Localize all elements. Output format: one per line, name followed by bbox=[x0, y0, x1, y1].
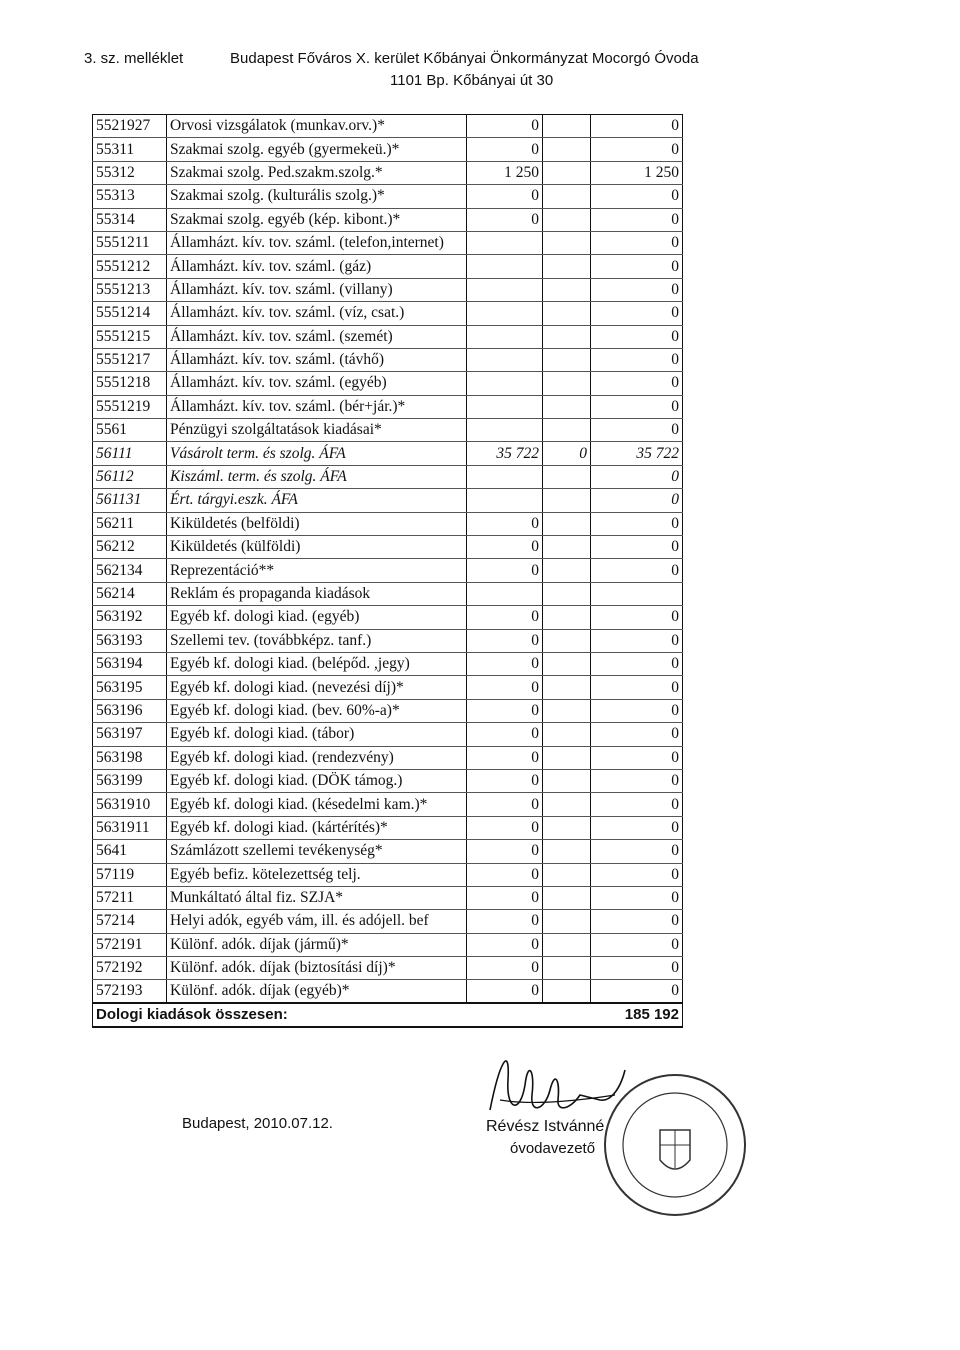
value-2 bbox=[543, 559, 591, 582]
account-code: 563193 bbox=[93, 629, 167, 652]
value-total: 0 bbox=[591, 138, 683, 161]
value-total: 0 bbox=[591, 231, 683, 254]
account-code: 56112 bbox=[93, 465, 167, 488]
table-row bbox=[93, 489, 683, 512]
table-row bbox=[93, 606, 683, 629]
value-2 bbox=[543, 840, 591, 863]
value-1 bbox=[467, 302, 543, 325]
table-row bbox=[93, 302, 683, 325]
item-name: Államházt. kív. tov. száml. (villany) bbox=[167, 278, 467, 301]
value-1: 35 722 bbox=[467, 442, 543, 465]
value-1 bbox=[467, 582, 543, 605]
value-2 bbox=[543, 278, 591, 301]
item-name: Államházt. kív. tov. száml. (távhő) bbox=[167, 348, 467, 371]
value-total: 0 bbox=[591, 302, 683, 325]
item-name: Szakmai szolg. (kulturális szolg.)* bbox=[167, 185, 467, 208]
item-name: Egyéb kf. dologi kiad. (rendezvény) bbox=[167, 746, 467, 769]
value-2 bbox=[543, 629, 591, 652]
item-name: Államházt. kív. tov. száml. (gáz) bbox=[167, 255, 467, 278]
value-total: 35 722 bbox=[591, 442, 683, 465]
table-row bbox=[93, 442, 683, 465]
account-code: 57119 bbox=[93, 863, 167, 886]
value-1: 0 bbox=[467, 559, 543, 582]
value-1: 0 bbox=[467, 115, 543, 138]
value-2 bbox=[543, 231, 591, 254]
item-name: Egyéb kf. dologi kiad. (nevezési díj)* bbox=[167, 676, 467, 699]
item-name: Egyéb kf. dologi kiad. (egyéb) bbox=[167, 606, 467, 629]
official-stamp bbox=[600, 1060, 750, 1230]
account-code: 55313 bbox=[93, 185, 167, 208]
value-total: 0 bbox=[591, 980, 683, 1004]
value-2 bbox=[543, 746, 591, 769]
value-total: 0 bbox=[591, 957, 683, 980]
account-code: 57214 bbox=[93, 910, 167, 933]
account-code: 55312 bbox=[93, 161, 167, 184]
account-code: 5631910 bbox=[93, 793, 167, 816]
table-row bbox=[93, 676, 683, 699]
value-total: 0 bbox=[591, 910, 683, 933]
table-row bbox=[93, 161, 683, 184]
value-total: 0 bbox=[591, 395, 683, 418]
value-2 bbox=[543, 793, 591, 816]
value-total: 0 bbox=[591, 886, 683, 909]
value-2 bbox=[543, 863, 591, 886]
value-2 bbox=[543, 161, 591, 184]
value-total: 0 bbox=[591, 372, 683, 395]
value-total: 0 bbox=[591, 863, 683, 886]
value-1: 0 bbox=[467, 629, 543, 652]
value-2 bbox=[543, 372, 591, 395]
value-1: 0 bbox=[467, 606, 543, 629]
item-name: Reprezentáció** bbox=[167, 559, 467, 582]
value-2 bbox=[543, 910, 591, 933]
table-row bbox=[93, 957, 683, 980]
value-2 bbox=[543, 816, 591, 839]
table-row bbox=[93, 629, 683, 652]
value-1: 0 bbox=[467, 652, 543, 675]
account-code: 55311 bbox=[93, 138, 167, 161]
total-label: Dologi kiadások összesen: bbox=[93, 1003, 467, 1027]
table-row bbox=[93, 512, 683, 535]
account-code: 561131 bbox=[93, 489, 167, 512]
value-2 bbox=[543, 980, 591, 1004]
value-1 bbox=[467, 255, 543, 278]
item-name: Kiküldetés (belföldi) bbox=[167, 512, 467, 535]
value-2 bbox=[543, 886, 591, 909]
institution-name: Budapest Főváros X. kerület Kőbányai Önkormányzat Mocorgó Óvoda bbox=[230, 50, 699, 67]
table-row bbox=[93, 910, 683, 933]
value-2 bbox=[543, 769, 591, 792]
item-name: Helyi adók, egyéb vám, ill. és adójell. bef bbox=[167, 910, 467, 933]
expense-table bbox=[92, 114, 683, 1028]
account-code: 5631911 bbox=[93, 816, 167, 839]
item-name: Különf. adók. díjak (biztosítási díj)* bbox=[167, 957, 467, 980]
value-2 bbox=[543, 348, 591, 371]
item-name: Államházt. kív. tov. száml. (víz, csat.) bbox=[167, 302, 467, 325]
account-code: 5551217 bbox=[93, 348, 167, 371]
value-total: 0 bbox=[591, 793, 683, 816]
value-1: 0 bbox=[467, 512, 543, 535]
value-1: 0 bbox=[467, 208, 543, 231]
table-row bbox=[93, 395, 683, 418]
value-2 bbox=[543, 676, 591, 699]
value-total: 0 bbox=[591, 652, 683, 675]
value-2 bbox=[543, 302, 591, 325]
value-total: 0 bbox=[591, 746, 683, 769]
table-row bbox=[93, 769, 683, 792]
value-total: 0 bbox=[591, 933, 683, 956]
value-2 bbox=[543, 957, 591, 980]
value-1: 0 bbox=[467, 957, 543, 980]
value-1: 0 bbox=[467, 769, 543, 792]
account-code: 5551218 bbox=[93, 372, 167, 395]
item-name: Egyéb kf. dologi kiad. (késedelmi kam.)* bbox=[167, 793, 467, 816]
item-name: Kiszáml. term. és szolg. ÁFA bbox=[167, 465, 467, 488]
value-1 bbox=[467, 372, 543, 395]
value-1: 0 bbox=[467, 886, 543, 909]
value-2 bbox=[543, 419, 591, 442]
account-code: 5521927 bbox=[93, 115, 167, 138]
item-name: Reklám és propaganda kiadások bbox=[167, 582, 467, 605]
value-1: 0 bbox=[467, 699, 543, 722]
value-2 bbox=[543, 325, 591, 348]
account-code: 563196 bbox=[93, 699, 167, 722]
item-name: Szakmai szolg. egyéb (gyermekeü.)* bbox=[167, 138, 467, 161]
account-code: 57211 bbox=[93, 886, 167, 909]
table-row bbox=[93, 980, 683, 1004]
value-total: 0 bbox=[591, 278, 683, 301]
value-1: 0 bbox=[467, 910, 543, 933]
value-total: 0 bbox=[591, 629, 683, 652]
value-2 bbox=[543, 395, 591, 418]
table-row bbox=[93, 536, 683, 559]
value-2 bbox=[543, 582, 591, 605]
table-row bbox=[93, 746, 683, 769]
value-1 bbox=[467, 465, 543, 488]
value-1 bbox=[467, 419, 543, 442]
value-1: 0 bbox=[467, 933, 543, 956]
account-code: 56214 bbox=[93, 582, 167, 605]
signer-name: Révész Istvánné bbox=[486, 1118, 605, 1135]
account-code: 563192 bbox=[93, 606, 167, 629]
item-name: Vásárolt term. és szolg. ÁFA bbox=[167, 442, 467, 465]
value-2 bbox=[543, 255, 591, 278]
signer-role: óvodavezető bbox=[510, 1140, 596, 1157]
item-name: Számlázott szellemi tevékenység* bbox=[167, 840, 467, 863]
value-total: 0 bbox=[591, 606, 683, 629]
item-name: Szakmai szolg. egyéb (kép. kibont.)* bbox=[167, 208, 467, 231]
account-code: 5551213 bbox=[93, 278, 167, 301]
item-name: Államházt. kív. tov. száml. (egyéb) bbox=[167, 372, 467, 395]
value-1: 0 bbox=[467, 536, 543, 559]
account-code: 572192 bbox=[93, 957, 167, 980]
value-total: 1 250 bbox=[591, 161, 683, 184]
institution-address: 1101 Bp. Kőbányai út 30 bbox=[390, 72, 554, 89]
value-total: 0 bbox=[591, 676, 683, 699]
account-code: 563195 bbox=[93, 676, 167, 699]
attachment-label: 3. sz. melléklet bbox=[84, 50, 184, 67]
table-row bbox=[93, 325, 683, 348]
table-row bbox=[93, 419, 683, 442]
value-1: 0 bbox=[467, 816, 543, 839]
value-1: 0 bbox=[467, 746, 543, 769]
value-1 bbox=[467, 325, 543, 348]
table-row bbox=[93, 840, 683, 863]
value-total: 0 bbox=[591, 699, 683, 722]
item-name: Államházt. kív. tov. száml. (telefon,internet) bbox=[167, 231, 467, 254]
item-name: Pénzügyi szolgáltatások kiadásai* bbox=[167, 419, 467, 442]
account-code: 5551219 bbox=[93, 395, 167, 418]
value-total: 0 bbox=[591, 115, 683, 138]
account-code: 5551214 bbox=[93, 302, 167, 325]
value-2 bbox=[543, 699, 591, 722]
account-code: 563198 bbox=[93, 746, 167, 769]
account-code: 56212 bbox=[93, 536, 167, 559]
total-value: 185 192 bbox=[591, 1003, 683, 1027]
value-1: 0 bbox=[467, 840, 543, 863]
table-row bbox=[93, 115, 683, 138]
item-name: Ért. tárgyi.eszk. ÁFA bbox=[167, 489, 467, 512]
table-row bbox=[93, 138, 683, 161]
value-total: 0 bbox=[591, 255, 683, 278]
item-name: Egyéb kf. dologi kiad. (kártérítés)* bbox=[167, 816, 467, 839]
account-code: 5551215 bbox=[93, 325, 167, 348]
table-row bbox=[93, 231, 683, 254]
value-total: 0 bbox=[591, 208, 683, 231]
table-row bbox=[93, 278, 683, 301]
value-2 bbox=[543, 208, 591, 231]
value-2 bbox=[543, 465, 591, 488]
account-code: 563197 bbox=[93, 723, 167, 746]
item-name: Egyéb kf. dologi kiad. (tábor) bbox=[167, 723, 467, 746]
table-row bbox=[93, 793, 683, 816]
value-1 bbox=[467, 278, 543, 301]
value-2 bbox=[543, 489, 591, 512]
value-total: 0 bbox=[591, 536, 683, 559]
value-2 bbox=[543, 536, 591, 559]
table-row bbox=[93, 863, 683, 886]
value-total: 0 bbox=[591, 559, 683, 582]
account-code: 572191 bbox=[93, 933, 167, 956]
value-2 bbox=[543, 652, 591, 675]
account-code: 572193 bbox=[93, 980, 167, 1004]
item-name: Államházt. kív. tov. száml. (bér+jár.)* bbox=[167, 395, 467, 418]
item-name: Orvosi vizsgálatok (munkav.orv.)* bbox=[167, 115, 467, 138]
value-2 bbox=[543, 933, 591, 956]
account-code: 55314 bbox=[93, 208, 167, 231]
value-total: 0 bbox=[591, 723, 683, 746]
value-total: 0 bbox=[591, 348, 683, 371]
value-2 bbox=[543, 723, 591, 746]
table-row bbox=[93, 886, 683, 909]
item-name: Kiküldetés (külföldi) bbox=[167, 536, 467, 559]
value-total: 0 bbox=[591, 489, 683, 512]
item-name: Egyéb befiz. kötelezettség telj. bbox=[167, 863, 467, 886]
item-name: Egyéb kf. dologi kiad. (belépőd. ,jegy) bbox=[167, 652, 467, 675]
account-code: 563199 bbox=[93, 769, 167, 792]
table-row bbox=[93, 559, 683, 582]
table-row bbox=[93, 465, 683, 488]
value-1 bbox=[467, 395, 543, 418]
value-total: 0 bbox=[591, 512, 683, 535]
value-2 bbox=[543, 185, 591, 208]
item-name: Egyéb kf. dologi kiad. (DÖK támog.) bbox=[167, 769, 467, 792]
table-row bbox=[93, 723, 683, 746]
value-total: 0 bbox=[591, 816, 683, 839]
value-total: 0 bbox=[591, 419, 683, 442]
value-total: 0 bbox=[591, 465, 683, 488]
value-2 bbox=[543, 138, 591, 161]
value-total: 0 bbox=[591, 325, 683, 348]
table-row bbox=[93, 933, 683, 956]
table-row bbox=[93, 372, 683, 395]
table-row bbox=[93, 348, 683, 371]
account-code: 5551211 bbox=[93, 231, 167, 254]
item-name: Szellemi tev. (továbbképz. tanf.) bbox=[167, 629, 467, 652]
table-row bbox=[93, 652, 683, 675]
value-1: 1 250 bbox=[467, 161, 543, 184]
account-code: 5641 bbox=[93, 840, 167, 863]
table-row bbox=[93, 699, 683, 722]
item-name: Államházt. kív. tov. száml. (szemét) bbox=[167, 325, 467, 348]
value-2 bbox=[543, 115, 591, 138]
account-code: 5561 bbox=[93, 419, 167, 442]
value-total: 0 bbox=[591, 185, 683, 208]
value-1 bbox=[467, 348, 543, 371]
value-1 bbox=[467, 231, 543, 254]
value-total bbox=[591, 582, 683, 605]
value-2: 0 bbox=[543, 442, 591, 465]
table-row bbox=[93, 208, 683, 231]
item-name: Egyéb kf. dologi kiad. (bev. 60%-a)* bbox=[167, 699, 467, 722]
document-date: Budapest, 2010.07.12. bbox=[182, 1115, 333, 1132]
value-1: 0 bbox=[467, 793, 543, 816]
item-name: Különf. adók. díjak (egyéb)* bbox=[167, 980, 467, 1004]
table-row bbox=[93, 255, 683, 278]
account-code: 56111 bbox=[93, 442, 167, 465]
table-row bbox=[93, 816, 683, 839]
value-2 bbox=[543, 606, 591, 629]
value-1: 0 bbox=[467, 980, 543, 1004]
value-total: 0 bbox=[591, 769, 683, 792]
value-1: 0 bbox=[467, 863, 543, 886]
total-row bbox=[93, 1003, 683, 1027]
value-1: 0 bbox=[467, 676, 543, 699]
item-name: Szakmai szolg. Ped.szakm.szolg.* bbox=[167, 161, 467, 184]
item-name: Munkáltató által fiz. SZJA* bbox=[167, 886, 467, 909]
value-1: 0 bbox=[467, 138, 543, 161]
value-total: 0 bbox=[591, 840, 683, 863]
table-row bbox=[93, 185, 683, 208]
account-code: 56211 bbox=[93, 512, 167, 535]
value-2 bbox=[543, 512, 591, 535]
table-row bbox=[93, 582, 683, 605]
value-1: 0 bbox=[467, 185, 543, 208]
item-name: Különf. adók. díjak (jármű)* bbox=[167, 933, 467, 956]
account-code: 563194 bbox=[93, 652, 167, 675]
value-1: 0 bbox=[467, 723, 543, 746]
total-spacer bbox=[467, 1003, 591, 1027]
value-1 bbox=[467, 489, 543, 512]
account-code: 562134 bbox=[93, 559, 167, 582]
account-code: 5551212 bbox=[93, 255, 167, 278]
